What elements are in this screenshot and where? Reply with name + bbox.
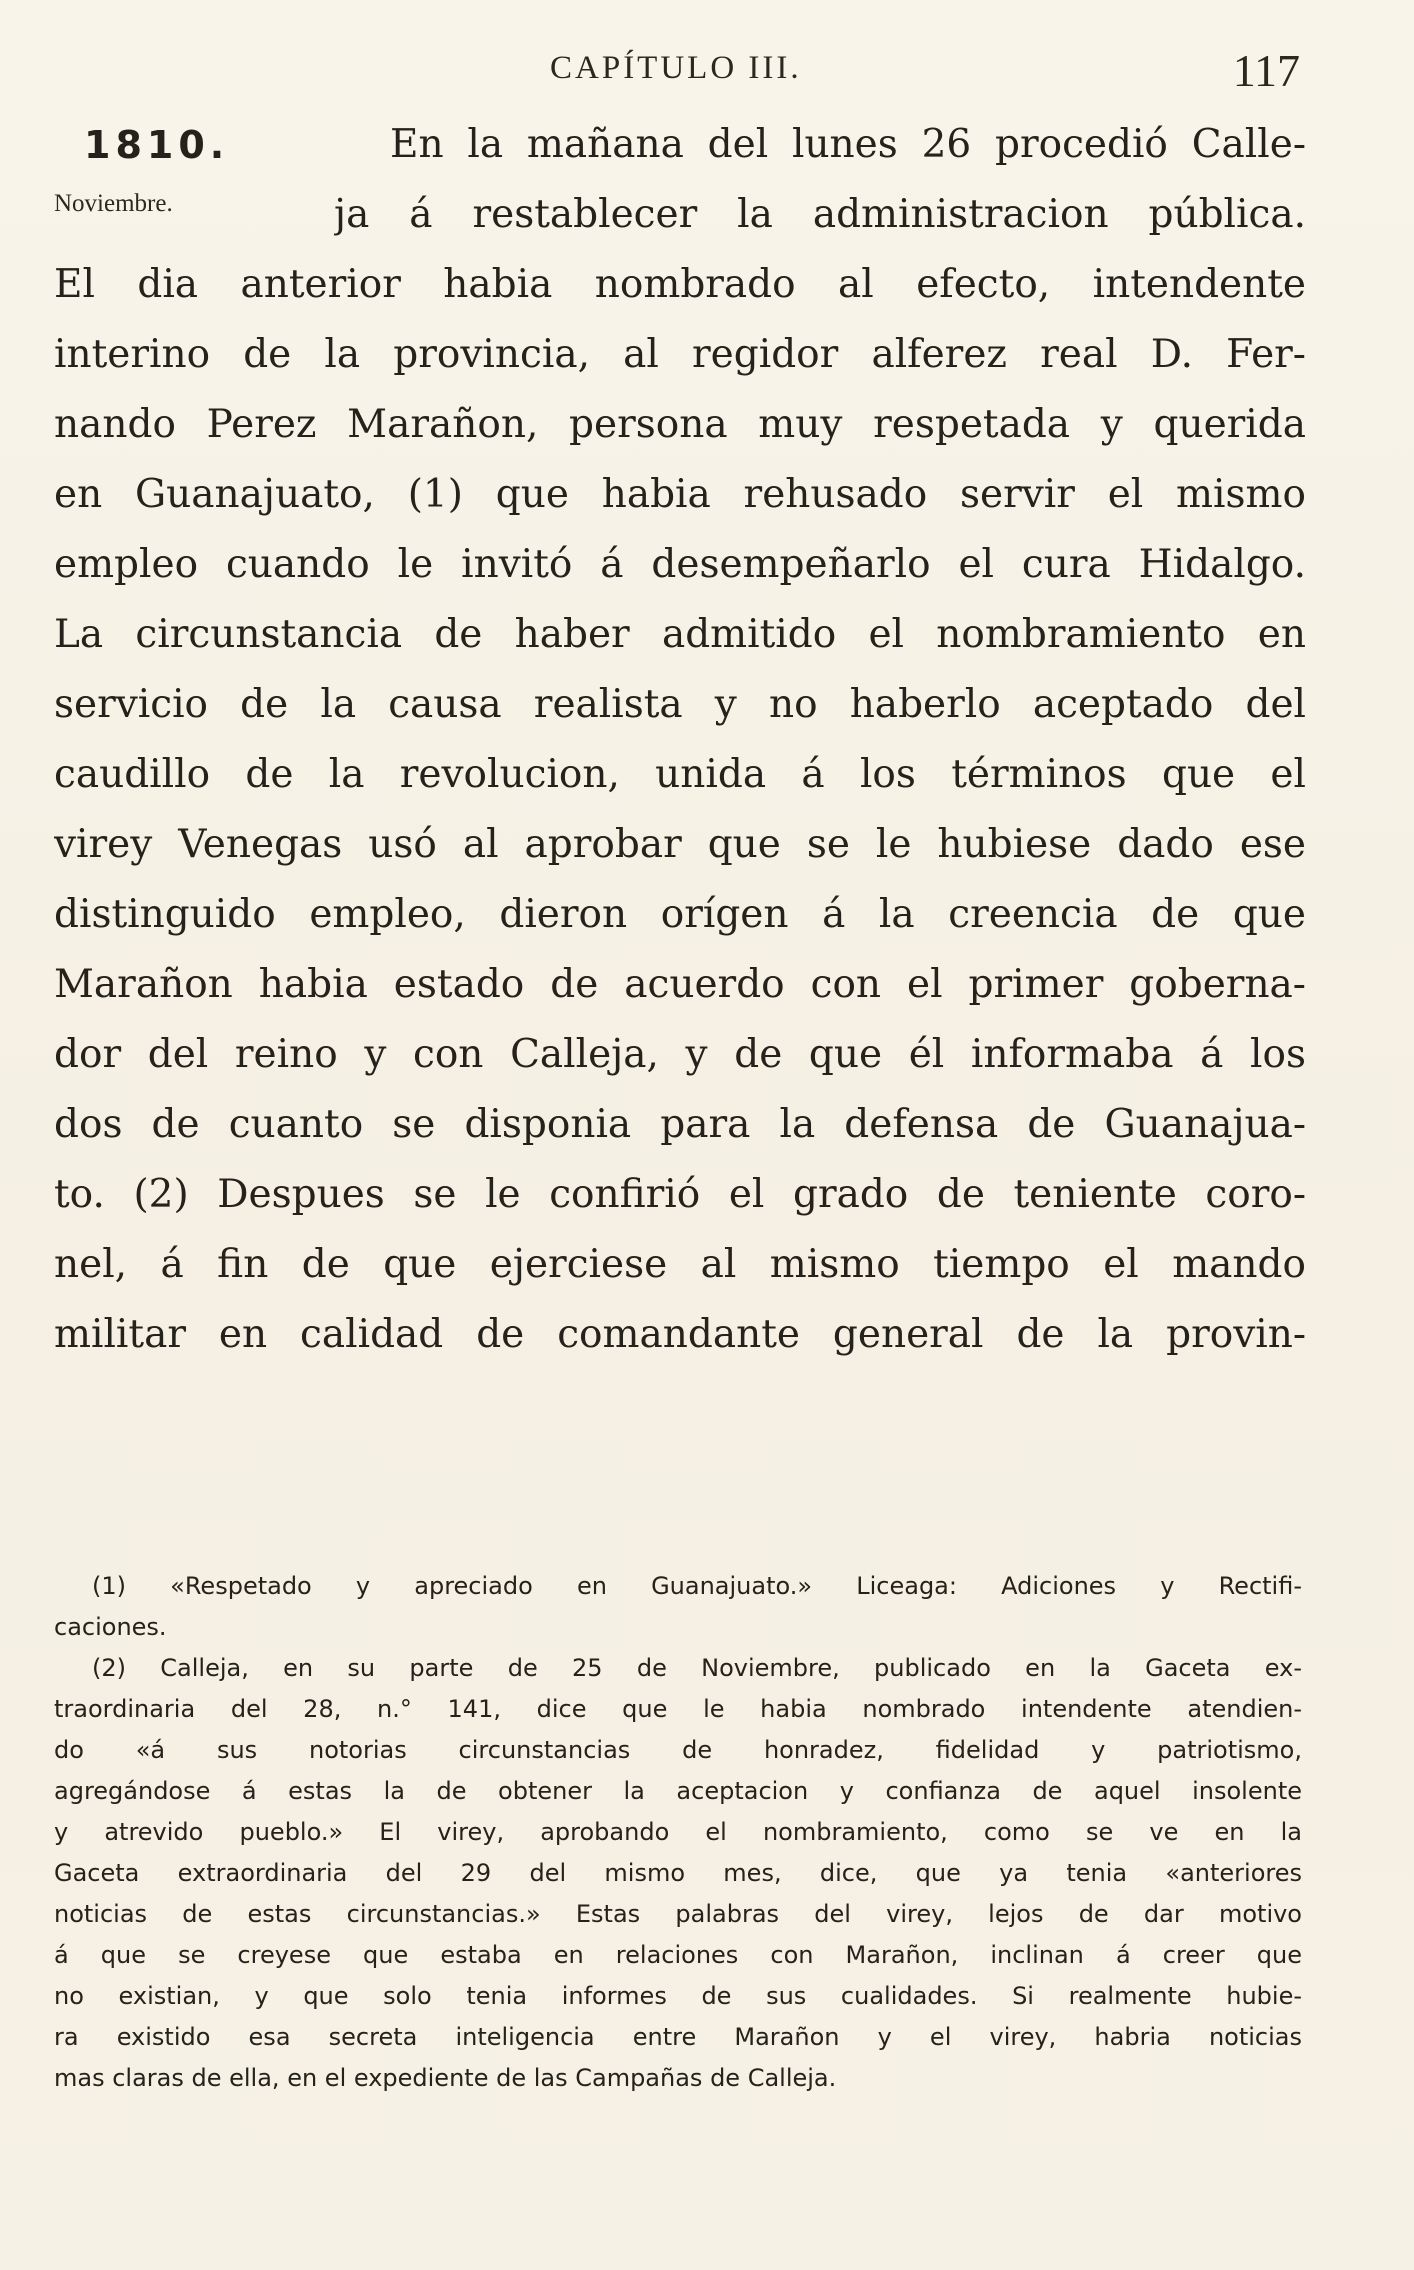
margin-month: Noviembre. bbox=[54, 190, 173, 217]
footnote-line: mas claras de ella, en el expediente de las Campañas de Calleja. bbox=[54, 2064, 837, 2092]
body-line: interino de la provincia, al regidor alferez real D. Fer- bbox=[54, 332, 1306, 377]
footnote-line: traordinaria del 28, n.° 141, dice que le habia nombrado intendente atendien- bbox=[54, 1695, 1302, 1723]
first-line-row bbox=[54, 110, 1306, 180]
main-text bbox=[54, 110, 1306, 1370]
page-header bbox=[0, 40, 1414, 110]
body-line: en Guanajuato, (1) que habia rehusado servir el mismo bbox=[54, 472, 1306, 517]
body-line: En la mañana del lunes 26 procedió Calle- bbox=[390, 122, 1306, 167]
body-line: nel, á fin de que ejerciese al mismo tiempo el mando bbox=[54, 1242, 1306, 1287]
body-line: El dia anterior habia nombrado al efecto, intendente bbox=[54, 262, 1306, 307]
body-line: ja á restablecer la administracion pública. bbox=[334, 192, 1306, 237]
body-line: nando Perez Marañon, persona muy respetada y querida bbox=[54, 402, 1306, 447]
page-number: 117 bbox=[1232, 45, 1300, 96]
body-line: distinguido empleo, dieron orígen á la creencia de que bbox=[54, 892, 1306, 937]
footnote-line: noticias de estas circunstancias.» Estas palabras del virey, lejos de dar motivo bbox=[54, 1900, 1302, 1928]
footnote-line: y atrevido pueblo.» El virey, aprobando el nombramiento, como se ve en la bbox=[54, 1818, 1302, 1846]
footnote-line: no existian, y que solo tenia informes de sus cualidades. Si realmente hubie- bbox=[54, 1982, 1302, 2010]
footnote-line: á que se creyese que estaba en relaciones con Marañon, inclinan á creer que bbox=[54, 1941, 1302, 1969]
margin-year: 1810. bbox=[84, 123, 230, 167]
footnote-line: (1) «Respetado y apreciado en Guanajuato.» Liceaga: Adiciones y Rectifi- bbox=[92, 1572, 1302, 1600]
body-line: empleo cuando le invitó á desempeñarlo el cura Hidalgo. bbox=[54, 542, 1306, 587]
running-head: CAPÍTULO III. bbox=[550, 50, 802, 86]
footnote-line: (2) Calleja, en su parte de 25 de Noviembre, publicado en la Gaceta ex- bbox=[92, 1654, 1302, 1682]
footnote-line: do «á sus notorias circunstancias de honradez, fidelidad y patriotismo, bbox=[54, 1736, 1302, 1764]
body-line: militar en calidad de comandante general de la provin- bbox=[54, 1312, 1306, 1357]
footnotes bbox=[54, 1566, 1302, 2099]
body-line: caudillo de la revolucion, unida á los términos que el bbox=[54, 752, 1306, 797]
body-line: to. (2) Despues se le confirió el grado de teniente coro- bbox=[54, 1172, 1306, 1217]
body-line: servicio de la causa realista y no haberlo aceptado del bbox=[54, 682, 1306, 727]
body-line: virey Venegas usó al aprobar que se le hubiese dado ese bbox=[54, 822, 1306, 867]
footnote-2 bbox=[54, 1648, 1302, 2099]
body-line: Marañon habia estado de acuerdo con el primer goberna- bbox=[54, 962, 1306, 1007]
footnote-1 bbox=[54, 1566, 1302, 1648]
body-line: dos de cuanto se disponia para la defensa de Guanajua- bbox=[54, 1102, 1306, 1147]
body-line: dor del reino y con Calleja, y de que él informaba á los bbox=[54, 1032, 1306, 1077]
body-line: La circunstancia de haber admitido el nombramiento en bbox=[54, 612, 1306, 657]
footnote-line: agregándose á estas la de obtener la aceptacion y confianza de aquel insolente bbox=[54, 1777, 1302, 1805]
footnote-line: Gaceta extraordinaria del 29 del mismo mes, dice, que ya tenia «anteriores bbox=[54, 1859, 1302, 1887]
second-line-row bbox=[54, 180, 1306, 250]
footnote-line: ra existido esa secreta inteligencia entre Marañon y el virey, habria noticias bbox=[54, 2023, 1302, 2051]
footnote-line: caciones. bbox=[54, 1613, 167, 1641]
